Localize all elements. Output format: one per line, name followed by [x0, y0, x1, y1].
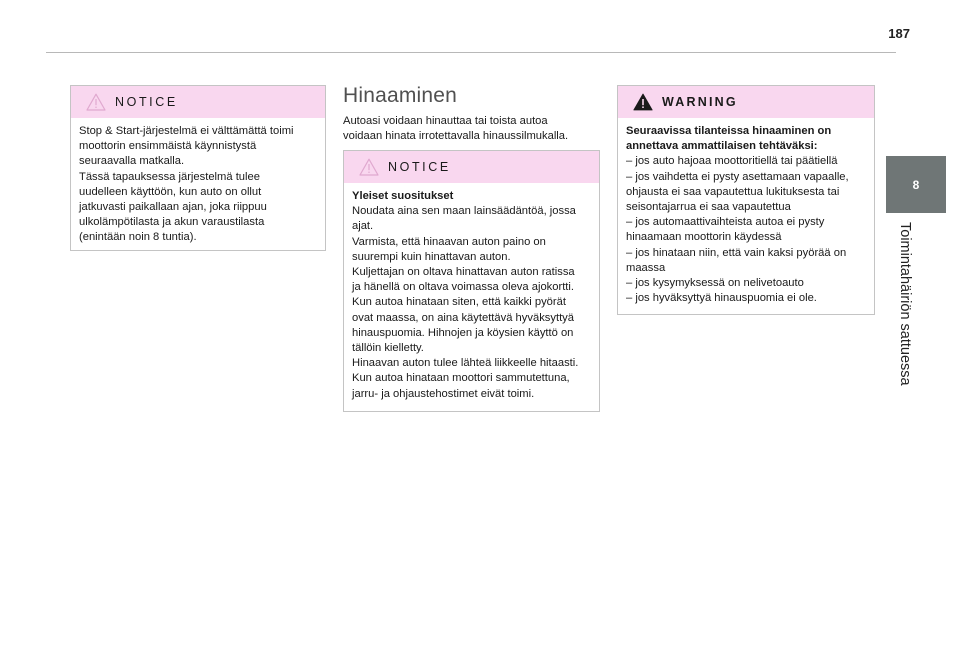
- notice-line: (enintään noin 8 tuntia).: [79, 231, 197, 244]
- warning-box-towing: [617, 85, 875, 315]
- warning-header: [618, 86, 874, 118]
- warning-line: hinaamaan moottorin käydessä: [626, 231, 782, 244]
- section-heading-towing: Hinaaminen: [343, 84, 458, 107]
- notice-title: NOTICE: [388, 160, 451, 174]
- intro-line: Autoasi voidaan hinauttaa tai toista autoa: [343, 115, 548, 127]
- notice-header: [344, 151, 599, 183]
- notice-line: Kun autoa hinataan moottori sammutettuna,: [352, 372, 570, 385]
- towing-intro: [343, 114, 593, 144]
- notice-line: jarru- ja ohjaustehostimet eivät toimi.: [352, 387, 535, 400]
- notice-box-stop-start: [70, 85, 326, 251]
- notice-triangle-icon: [359, 158, 379, 176]
- warning-line: ohjausta ei saa vapautettua lukituksesta tai: [626, 185, 840, 198]
- notice-line: uudelleen käyttöön, kun auto on ollut: [79, 185, 262, 198]
- warning-line: – jos auto hajoaa moottoritiellä tai päätiellä: [626, 155, 838, 168]
- notice-line: ulkolämpötilasta ja akun varaustilasta: [79, 216, 265, 229]
- notice-body: [344, 183, 599, 410]
- warning-line: – jos hyväksyttyä hinauspuomia ei ole.: [626, 292, 817, 305]
- notice-line: Hinaavan auton tulee lähteä liikkeelle hitaasti.: [352, 357, 579, 370]
- warning-lead: annettava ammattilaisen tehtäväksi:: [626, 140, 818, 153]
- notice-line: ovat maassa, on aina käytettävä hyväksyttyä: [352, 311, 575, 324]
- notice-line: hinauspuomia. Hihnojen ja köysien käyttö on: [352, 326, 574, 339]
- notice-line: Varmista, että hinaavan auton paino on: [352, 235, 546, 248]
- page-number: 187: [888, 26, 910, 41]
- notice-line: Noudata aina sen maan lainsäädäntöä, jossa: [352, 205, 576, 218]
- notice-body: [71, 118, 325, 254]
- warning-triangle-icon: [633, 93, 653, 111]
- notice-line: jatkuvasti paikallaan ajan, joka riippuu: [79, 201, 267, 214]
- warning-title: WARNING: [662, 95, 738, 109]
- warning-line: – jos vaihdetta ei pysty asettamaan vapaalle,: [626, 170, 849, 183]
- header-divider: [46, 52, 896, 53]
- chapter-tab[interactable]: 8: [886, 156, 946, 213]
- warning-line: maassa: [626, 261, 666, 274]
- notice-line: Stop & Start-järjestelmä ei välttämättä toimi: [79, 125, 294, 137]
- chapter-title: Toimintahäiriön sattuessa: [897, 222, 913, 386]
- notice-line: Kuljettajan on oltava hinattavan auton ratissa: [352, 266, 575, 279]
- notice-triangle-icon: [86, 93, 106, 111]
- warning-line: – jos kysymyksessä on nelivetoauto: [626, 277, 804, 290]
- notice-line: seuraavalla matkalla.: [79, 155, 185, 168]
- warning-line: – jos hinataan niin, että vain kaksi pyörää on: [626, 246, 847, 259]
- notice-line: ajat.: [352, 220, 374, 233]
- notice-line: Kun autoa hinataan siten, että kaikki pyörät: [352, 296, 566, 309]
- notice-line: tällöin kielletty.: [352, 342, 424, 355]
- notice-line: ja hänellä on oltava voimassa oleva ajokortti.: [352, 281, 575, 294]
- warning-line: – jos automaattivaihteista autoa ei pysty: [626, 216, 825, 229]
- warning-lead: Seuraavissa tilanteissa hinaaminen on: [626, 125, 832, 137]
- notice-title: NOTICE: [115, 95, 178, 109]
- notice-box-towing: [343, 150, 600, 412]
- warning-body: [618, 118, 874, 314]
- intro-line: voidaan hinata irrotettavalla hinaussilmukalla.: [343, 130, 569, 143]
- notice-line: moottorin ensimmäistä käynnistystä: [79, 140, 257, 153]
- notice-lead: Yleiset suositukset: [352, 190, 454, 202]
- notice-line: Tässä tapauksessa järjestelmä tulee: [79, 170, 260, 183]
- notice-line: suurempi kuin hinattavan auton.: [352, 250, 511, 263]
- notice-header: [71, 86, 325, 118]
- warning-line: seisontajarrua ei saa vapautettua: [626, 201, 791, 214]
